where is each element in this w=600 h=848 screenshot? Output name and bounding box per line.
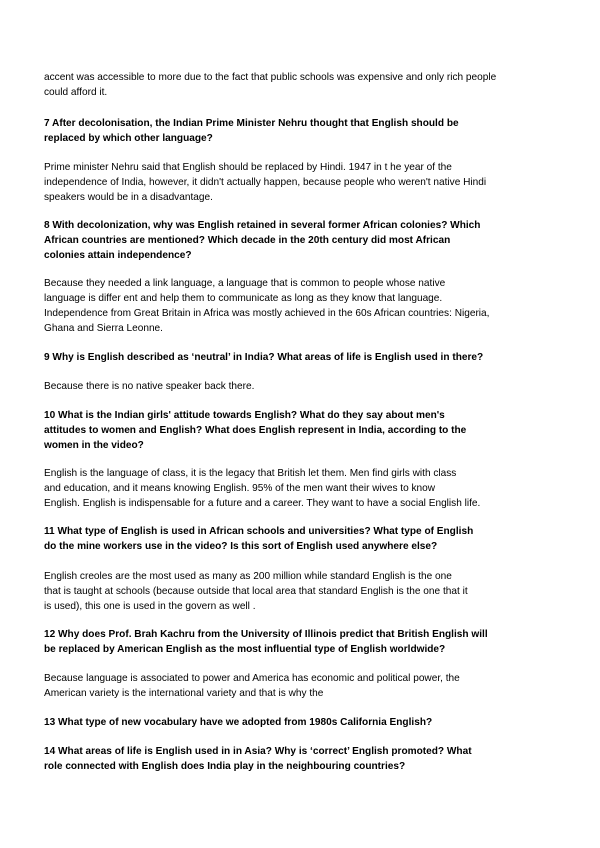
- text-line: replaced by which other language?: [44, 133, 213, 144]
- question-13: [44, 715, 560, 730]
- text-line: is used), this one is used in the govern as well .: [44, 601, 256, 612]
- text-line: 13 What type of new vocabulary have we adopted from 1980s California English?: [44, 717, 433, 728]
- question-14: [44, 744, 560, 774]
- question-12: [44, 627, 560, 657]
- answer-continued: [44, 70, 560, 100]
- text-line: Because there is no native speaker back there.: [44, 381, 255, 392]
- text-line: African countries are mentioned? Which decade in the 20th century did most African: [44, 235, 451, 246]
- text-line: language is differ ent and help them to communicate as long as they know that language.: [44, 293, 443, 304]
- text-line: 11 What type of English is used in African schools and universities? What type of English: [44, 526, 474, 537]
- text-line: American variety is the international variety and that is why the: [44, 688, 324, 699]
- text-line: Independence from Great Britain in Africa was mostly achieved in the 60s African countries: Nigeria,: [44, 308, 490, 319]
- question-7: [44, 116, 560, 146]
- answer-7: [44, 160, 560, 205]
- text-line: 10 What is the Indian girls' attitude towards English? What do they say about men's: [44, 410, 445, 421]
- text-line: Ghana and Sierra Leonne.: [44, 323, 163, 334]
- text-line: 7 After decolonisation, the Indian Prime Minister Nehru thought that English should be: [44, 118, 459, 129]
- text-line: could afford it.: [44, 87, 108, 98]
- question-10: [44, 408, 560, 453]
- text-line: Because they needed a link language, a language that is common to people whose native: [44, 278, 446, 289]
- text-line: attitudes to women and English? What does English represent in India, according to the: [44, 425, 467, 436]
- text-line: independence of India, however, it didn't actually happen, because people who weren't native Hindi: [44, 177, 487, 188]
- text-line: role connected with English does India play in the neighbouring countries?: [44, 761, 406, 772]
- text-line: do the mine workers use in the video? Is this sort of English used anywhere else?: [44, 541, 438, 552]
- text-line: and education, and it means knowing English. 95% of the men want their wives to know: [44, 483, 436, 494]
- text-line: English is the language of class, it is the legacy that British let them. Men find girls with class: [44, 468, 457, 479]
- text-line: 9 Why is English described as ‘neutral’ in India? What areas of life is English used in there?: [44, 352, 484, 363]
- text-line: English. English is indispensable for a future and a career. They want to have a social English life.: [44, 498, 481, 509]
- text-line: speakers would be in a disadvantage.: [44, 192, 213, 203]
- answer-12: [44, 671, 560, 701]
- text-line: 8 With decolonization, why was English retained in several former African colonies? Which: [44, 220, 481, 231]
- text-line: 12 Why does Prof. Brah Kachru from the University of Illinois predict that British English will: [44, 629, 488, 640]
- text-line: women in the video?: [44, 440, 144, 451]
- text-line: English creoles are the most used as many as 200 million while standard English is the one: [44, 571, 452, 582]
- answer-10: [44, 466, 560, 511]
- answer-9: [44, 379, 560, 394]
- text-line: that is taught at schools (because outside that local area that standard English is the one that it: [44, 586, 468, 597]
- question-8: [44, 218, 560, 263]
- answer-8: [44, 276, 560, 336]
- text-line: be replaced by American English as the most influential type of English worldwide?: [44, 644, 446, 655]
- question-9: [44, 350, 560, 365]
- text-line: Prime minister Nehru said that English should be replaced by Hindi. 1947 in t he year of the: [44, 162, 452, 173]
- question-11: [44, 524, 560, 554]
- text-line: Because language is associated to power and America has economic and political power, the: [44, 673, 460, 684]
- text-line: 14 What areas of life is English used in in Asia? Why is ‘correct’ English promoted? What: [44, 746, 472, 757]
- text-line: colonies attain independence?: [44, 250, 192, 261]
- answer-11: [44, 569, 560, 614]
- text-line: accent was accessible to more due to the fact that public schools was expensive and only rich people: [44, 72, 497, 83]
